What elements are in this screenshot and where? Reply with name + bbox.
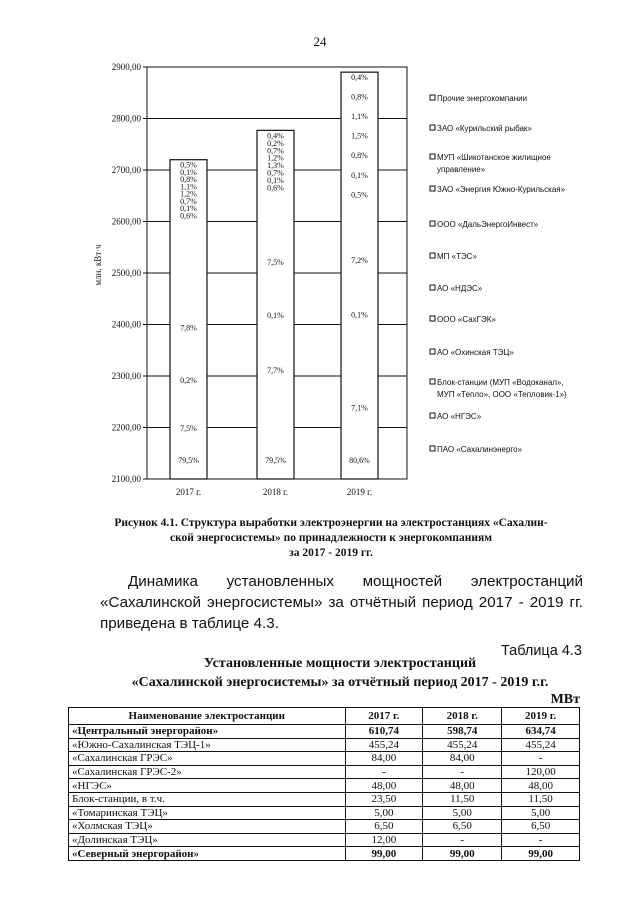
- capacity-table: [68, 707, 580, 861]
- value-2018-cell: 598,74: [423, 725, 502, 739]
- station-name-cell: «Томаринская ТЭЦ»: [69, 806, 346, 820]
- value-2017-cell: 23,50: [345, 792, 423, 806]
- station-name-cell: Блок-станции, в т.ч.: [69, 792, 346, 806]
- segment-label: 0,6%: [267, 183, 284, 193]
- legend-label: ООО «ДальЭнергоИнвест»: [437, 220, 539, 229]
- table-row: [69, 820, 580, 834]
- legend-swatch: [430, 413, 435, 418]
- segment-label: 0,1%: [180, 167, 197, 177]
- segment-label: 1,5%: [351, 131, 368, 141]
- segment-label: 80,6%: [349, 456, 370, 465]
- segment-label: 0,7%: [267, 146, 284, 156]
- value-2019-cell: 120,00: [502, 765, 580, 779]
- legend-swatch: [430, 186, 435, 191]
- legend-swatch: [430, 221, 435, 226]
- body-paragraph: Динамика установленных мощностей электростанций «Сахалинской энергосистемы» за отчётный период 2017 - 2019 гг. приведена в таблице 4.3.: [100, 573, 583, 632]
- segment-label: 0,4%: [267, 131, 284, 141]
- table-header-row: [69, 708, 580, 725]
- figure-caption: [96, 516, 566, 561]
- segment-label: 7,1%: [351, 403, 368, 413]
- segment-label: 79,5%: [178, 456, 199, 465]
- station-name-cell: «Южно-Сахалинская ТЭЦ-1»: [69, 738, 346, 752]
- legend-label: АО «Охинская ТЭЦ»: [437, 348, 514, 357]
- y-tick-label: 2500,00: [111, 268, 141, 278]
- segment-label: 0,1%: [351, 310, 368, 320]
- value-2019-cell: -: [502, 833, 580, 847]
- legend-label: Прочие энергокомпании: [437, 94, 528, 103]
- value-2017-cell: 84,00: [345, 752, 423, 766]
- value-2017-cell: 6,50: [345, 820, 423, 834]
- segment-label: 0,1%: [351, 170, 368, 180]
- legend-swatch: [430, 349, 435, 354]
- legend-swatch: [430, 446, 435, 451]
- value-2018-cell: 84,00: [423, 752, 502, 766]
- caption-line: Рисунок 4.1. Структура выработки электроэнергии на электростанциях «Сахалин-: [114, 517, 548, 529]
- segment-label: 7,7%: [267, 365, 284, 375]
- column-header: 2018 г.: [423, 708, 502, 725]
- legend-label: АО «НДЭС»: [437, 284, 483, 293]
- table-row: [69, 738, 580, 752]
- station-name-cell: «Холмская ТЭЦ»: [69, 820, 346, 834]
- value-2019-cell: -: [502, 752, 580, 766]
- legend-label: ООО «СахГЭК»: [437, 315, 496, 324]
- segment-label: 0,6%: [180, 211, 197, 221]
- table-row: [69, 725, 580, 739]
- table-row: [69, 765, 580, 779]
- segment-label: 0,8%: [351, 92, 368, 102]
- legend-label: управление»: [437, 165, 486, 174]
- segment-label: 7,8%: [180, 323, 197, 333]
- station-name-cell: «Центральный энергорайон»: [69, 725, 346, 739]
- value-2018-cell: 48,00: [423, 779, 502, 793]
- value-2018-cell: 455,24: [423, 738, 502, 752]
- segment-label: 7,2%: [351, 256, 368, 266]
- x-tick-label: 2019 г.: [346, 487, 373, 497]
- value-2019-cell: 455,24: [502, 738, 580, 752]
- segment-label: 7,5%: [267, 257, 284, 267]
- table-row: [69, 847, 580, 861]
- legend-swatch: [430, 253, 435, 258]
- station-name-cell: «Долинская ТЭЦ»: [69, 833, 346, 847]
- legend-label: ЗАО «Курильский рыбак»: [437, 124, 532, 133]
- value-2019-cell: 6,50: [502, 820, 580, 834]
- value-2019-cell: 5,00: [502, 806, 580, 820]
- legend-swatch: [430, 379, 435, 384]
- segment-label: 1,2%: [267, 153, 284, 163]
- column-header: 2017 г.: [345, 708, 423, 725]
- column-header: Наименование электростанции: [69, 708, 346, 725]
- table-row: [69, 806, 580, 820]
- value-2018-cell: 11,50: [423, 792, 502, 806]
- segment-label: 0,2%: [180, 376, 197, 386]
- segment-label: 0,7%: [267, 168, 284, 178]
- y-tick-label: 2300,00: [111, 371, 141, 381]
- station-name-cell: «Сахалинская ГРЭС»: [69, 752, 346, 766]
- table-title-line: Установленные мощности электростанций: [203, 656, 477, 671]
- segment-label: 0,5%: [180, 160, 197, 170]
- segment-label: 0,2%: [267, 138, 284, 148]
- table-number: Таблица 4.3: [500, 643, 582, 659]
- legend-swatch: [430, 95, 435, 100]
- y-axis-label: млн. кВт·ч: [93, 244, 103, 286]
- station-name-cell: «НГЭС»: [69, 779, 346, 793]
- legend-swatch: [430, 154, 435, 159]
- segment-label: 0,4%: [351, 73, 368, 83]
- caption-line: за 2017 - 2019 гг.: [289, 547, 373, 559]
- table-row: [69, 792, 580, 806]
- page-number: 24: [313, 34, 327, 49]
- value-2017-cell: -: [345, 765, 423, 779]
- y-tick-label: 2400,00: [111, 319, 141, 330]
- segment-label: 0,1%: [267, 310, 284, 320]
- value-2018-cell: -: [423, 833, 502, 847]
- table-row: [69, 833, 580, 847]
- table-title: [90, 654, 590, 692]
- unit-label: МВт: [550, 692, 580, 707]
- segment-label: 0,1%: [267, 176, 284, 186]
- y-tick-label: 2100,00: [111, 474, 141, 484]
- table-row: [69, 752, 580, 766]
- legend-label: ПАО «Сахалинэнерго»: [437, 445, 523, 454]
- value-2018-cell: 6,50: [423, 820, 502, 834]
- segment-label: 0,1%: [180, 204, 197, 214]
- segment-label: 79,5%: [265, 456, 286, 465]
- table-row: [69, 779, 580, 793]
- legend-swatch: [430, 316, 435, 321]
- caption-line: ской энергосистемы» по принадлежности к энергокомпаниям: [169, 532, 493, 544]
- value-2017-cell: 48,00: [345, 779, 423, 793]
- value-2018-cell: 5,00: [423, 806, 502, 820]
- value-2018-cell: 99,00: [423, 847, 502, 861]
- segment-label: 0,8%: [180, 175, 197, 185]
- legend-label: МП «ТЭС»: [437, 252, 477, 261]
- value-2019-cell: 634,74: [502, 725, 580, 739]
- y-tick-label: 2600,00: [111, 216, 141, 227]
- segment-label: 0,8%: [351, 151, 368, 161]
- y-tick-label: 2800,00: [111, 113, 141, 124]
- legend-label: МУП «Тепло», ООО «Тепловик-1»): [437, 390, 567, 399]
- value-2017-cell: 610,74: [345, 725, 423, 739]
- value-2018-cell: -: [423, 765, 502, 779]
- legend-label: ЗАО «Энергия Южно-Курильская»: [437, 185, 566, 194]
- value-2017-cell: 12,00: [345, 833, 423, 847]
- x-tick-label: 2018 г.: [262, 487, 289, 497]
- segment-label: 0,7%: [180, 196, 197, 206]
- segment-label: 1,2%: [180, 189, 197, 199]
- legend-swatch: [430, 125, 435, 130]
- segment-label: 7,5%: [180, 424, 197, 434]
- station-name-cell: «Северный энергорайон»: [69, 847, 346, 861]
- y-tick-label: 2900,00: [111, 62, 141, 72]
- value-2017-cell: 455,24: [345, 738, 423, 752]
- value-2017-cell: 99,00: [345, 847, 423, 861]
- segment-label: 1,3%: [267, 161, 284, 171]
- x-tick-label: 2017 г.: [175, 487, 202, 497]
- y-tick-label: 2700,00: [111, 165, 141, 175]
- segment-label: 1,1%: [351, 112, 368, 122]
- segment-label: 0,5%: [351, 190, 368, 200]
- legend-label: Блок-станции (МУП «Водоканал»,: [437, 378, 564, 387]
- y-tick-label: 2200,00: [111, 422, 141, 433]
- value-2019-cell: 48,00: [502, 779, 580, 793]
- legend-swatch: [430, 285, 435, 290]
- segment-label: 1,1%: [180, 182, 197, 192]
- station-name-cell: «Сахалинская ГРЭС-2»: [69, 765, 346, 779]
- value-2017-cell: 5,00: [345, 806, 423, 820]
- legend-label: АО «НГЭС»: [437, 412, 482, 421]
- value-2019-cell: 99,00: [502, 847, 580, 861]
- column-header: 2019 г.: [502, 708, 580, 725]
- legend-label: МУП «Шикотанское жилищное: [437, 153, 551, 162]
- value-2019-cell: 11,50: [502, 792, 580, 806]
- table-title-line: «Сахалинской энергосистемы» за отчётный период 2017 - 2019 г.г.: [131, 675, 549, 690]
